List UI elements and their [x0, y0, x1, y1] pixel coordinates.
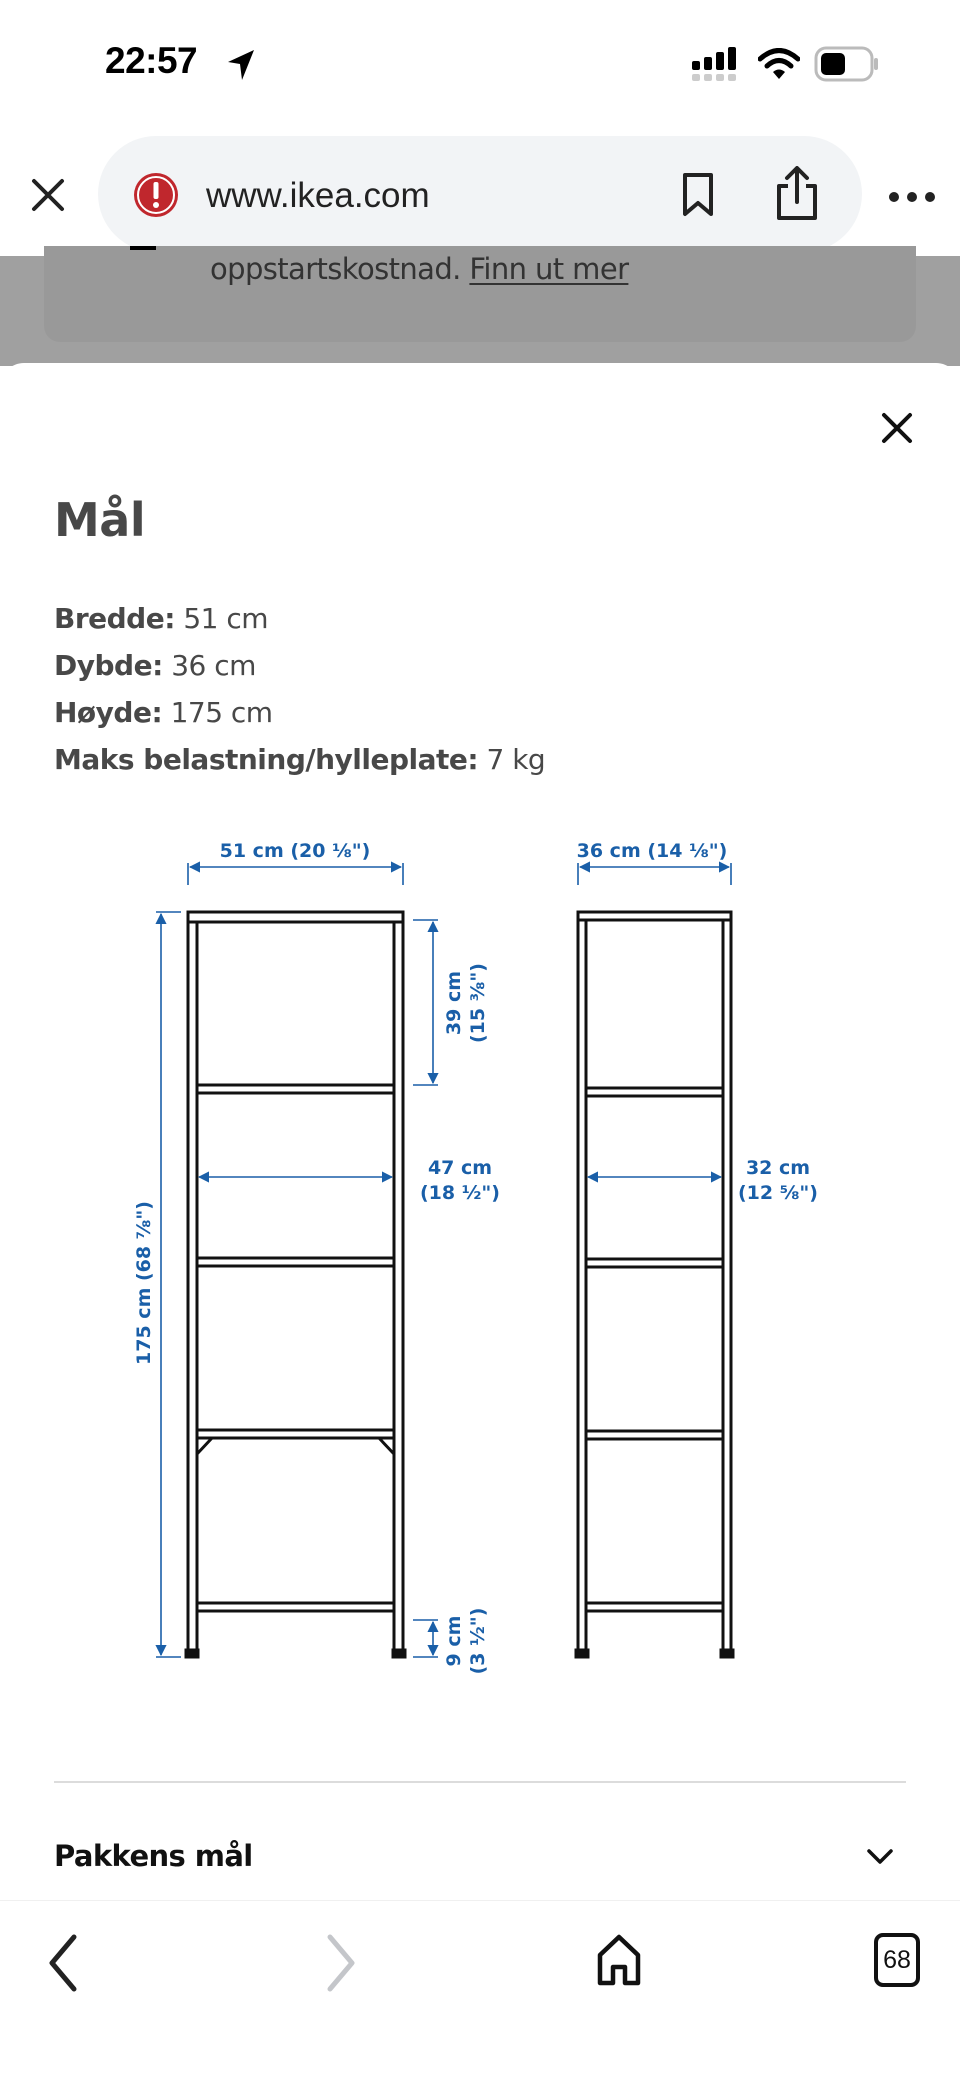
back-icon[interactable]	[44, 1933, 84, 1993]
status-time: 22:57	[105, 40, 198, 81]
tab-count: 68	[883, 1945, 911, 1974]
share-icon[interactable]	[774, 166, 820, 222]
front-width-label: 51 cm (20 ⅛")	[219, 840, 371, 862]
more-icon[interactable]	[888, 190, 936, 204]
side-depth-label: 36 cm (14 ⅛")	[576, 840, 728, 862]
side-dimension-lines	[578, 863, 731, 1177]
inner-depth-label-2: (12 ⅝")	[738, 1182, 818, 1204]
dimensions-sheet	[0, 363, 960, 1903]
finn-ut-mer-link[interactable]: Finn ut mer	[469, 252, 629, 286]
spec-max-load: Maks belastning/hylleplate: 7 kg	[54, 743, 546, 776]
banner-text: oppstartskostnad. Finn ut mer	[210, 252, 629, 286]
warning-icon[interactable]	[132, 171, 180, 219]
status-icons	[692, 46, 880, 82]
forward-icon[interactable]	[320, 1933, 360, 1993]
background-banner	[44, 246, 916, 342]
spec-width: Bredde: 51 cm	[54, 602, 269, 635]
background-overlay[interactable]	[0, 252, 960, 366]
accordion-label[interactable]: Pakkens mål	[54, 1839, 253, 1873]
front-height-label: 175 cm (68 ⅞")	[133, 1201, 155, 1365]
spec-height: Høyde: 175 cm	[54, 696, 273, 729]
dash-mark	[130, 246, 156, 250]
status-bar	[0, 0, 960, 130]
location-arrow-icon	[226, 48, 256, 82]
bookmark-icon[interactable]	[680, 172, 716, 218]
section-divider	[54, 1781, 906, 1783]
page-title: Mål	[54, 493, 146, 547]
side-view-shelf	[576, 912, 733, 1657]
package-dimensions-accordion[interactable]	[54, 1835, 906, 1895]
url-text[interactable]: www.ikea.com	[206, 176, 430, 215]
spec-depth: Dybde: 36 cm	[54, 649, 256, 682]
browser-bar	[0, 130, 960, 256]
inner-depth-label-1: 32 cm	[745, 1157, 811, 1179]
browser-toolbar	[0, 1900, 960, 2081]
front-view-shelf	[186, 912, 405, 1657]
bottom-gap-label-2: (3 ½")	[467, 1607, 489, 1675]
top-gap-label-2: (15 ⅜")	[467, 963, 489, 1043]
address-bar[interactable]	[98, 136, 862, 252]
spec-list	[54, 595, 545, 783]
dimension-diagram	[120, 823, 920, 1723]
inner-width-label-1: 47 cm	[427, 1157, 493, 1179]
close-icon[interactable]	[28, 175, 68, 215]
close-icon[interactable]	[880, 411, 914, 445]
wifi-icon	[758, 48, 800, 80]
cellular-signal-icon	[692, 47, 744, 81]
battery-icon	[814, 46, 880, 82]
inner-width-label-2: (18 ½")	[420, 1182, 500, 1204]
bottom-gap-label-1: 9 cm	[443, 1615, 465, 1667]
tabs-button[interactable]	[874, 1933, 920, 1987]
chevron-down-icon[interactable]	[866, 1847, 894, 1867]
top-gap-label-1: 39 cm	[443, 970, 465, 1036]
home-icon[interactable]	[596, 1933, 642, 1989]
